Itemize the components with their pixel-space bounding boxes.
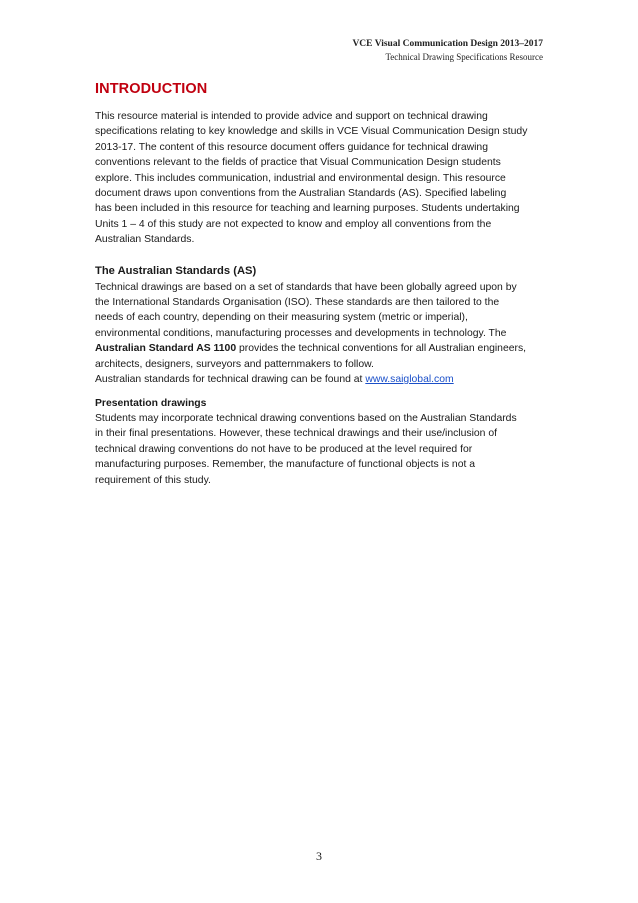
text-line: environmental conditions, manufacturing processes and developments in technology. The [95,327,507,339]
text-line: needs of each country, depending on their measuring system (metric or imperial), [95,312,468,324]
text-line: Australian Standards. [95,234,195,246]
header-course-title: VCE Visual Communication Design 2013–2017 [352,39,543,49]
australian-standards-paragraph [95,280,550,388]
text-line: Students may incorporate technical drawing conventions based on the Australian Standards [95,412,517,424]
saiglobal-link[interactable]: www.saiglobal.com [365,374,454,386]
text-line: technical drawing conventions do not have to be produced at the level required for [95,443,473,455]
introduction-heading: INTRODUCTION [95,81,208,97]
text-line: explore. This includes communication, industrial and environmental design. This resource [95,172,506,184]
text-line: architects, designers, surveyors and patternmakers to follow. [95,358,374,370]
page-number: 3 [316,849,322,863]
page-content [95,80,550,488]
australian-standards-heading: The Australian Standards (AS) [95,264,257,277]
text-line: specifications relating to key knowledge and skills in VCE Visual Communication Design study [95,126,528,138]
text-line: the International Standards Organisation (ISO). These standards are then tailored to the [95,297,500,309]
text-line: has been included in this resource for teaching and learning purposes. Students undertaking [95,203,520,215]
introduction-paragraph [95,109,550,248]
presentation-drawings-heading: Presentation drawings [95,397,207,409]
presentation-drawings-paragraph [95,411,550,488]
text-line [95,372,550,387]
text-line: conventions relevant to the fields of practice that Visual Communication Design students [95,157,501,169]
header-resource-title: Technical Drawing Specifications Resource [385,52,543,62]
text-line: manufacturing purposes. Remember, the manufacture of functional objects is not a [95,459,476,471]
text-line: in their final presentations. However, these technical drawings and their use/inclusion of [95,428,497,440]
as1100-emphasis: Australian Standard AS 1100 [95,343,237,355]
text-line [95,341,550,356]
text-line: requirement of this study. [95,474,211,486]
text-line: 2013-17. The content of this resource document offers guidance for technical drawing [95,141,488,153]
text-line: Units 1 – 4 of this study are not expected to know and employ all conventions from the [95,218,492,230]
text-line: document draws upon conventions from the Australian Standards (AS). Specified labeling [95,188,507,200]
as1100-description: provides the technical conventions for all Australian engineers, [236,343,527,355]
link-prefix-text: Australian standards for technical drawing can be found at [95,374,366,386]
text-line: This resource material is intended to provide advice and support on technical drawing [95,111,488,122]
text-line: Technical drawings are based on a set of standards that have been globally agreed upon by [95,281,517,293]
running-header [352,38,543,64]
